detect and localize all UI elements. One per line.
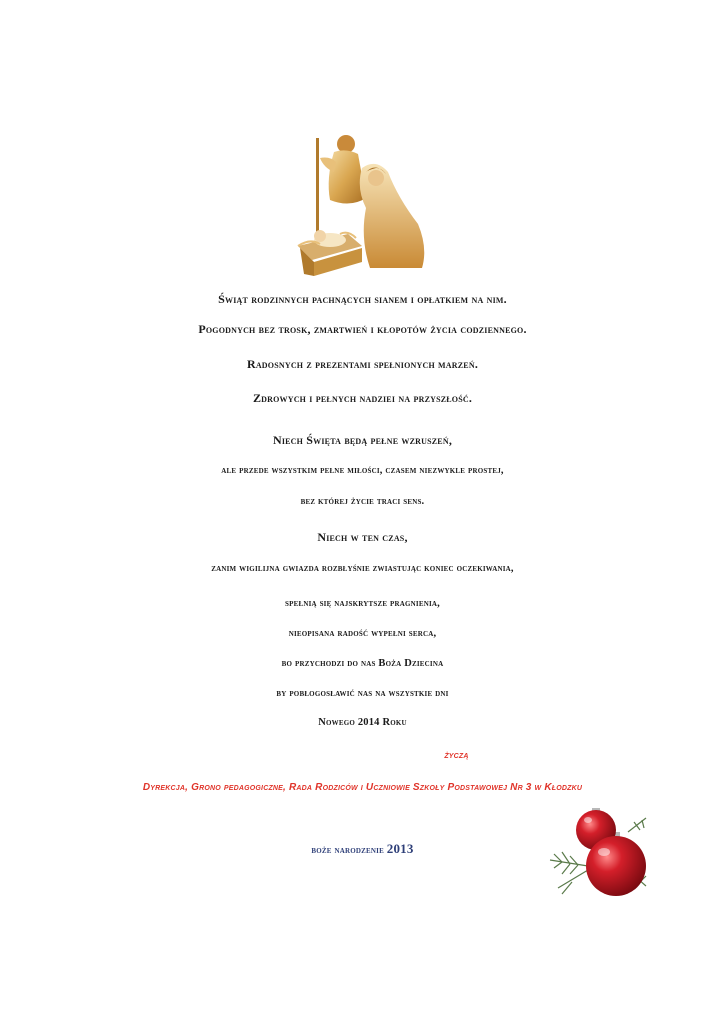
christmas-ornaments-icon [548,808,648,900]
footer-year: 2013 [386,841,414,856]
signature-verb: życzą [444,749,469,761]
wish-line-3: Radosnych z prezentami spełnionych marzeń. [246,357,479,371]
wish-line-4: Zdrowych i pełnych nadziei na przyszłość. [252,391,473,405]
wish-line-2: Pogodnych bez trosk, zmartwień i kłopotów życia codziennego. [198,322,527,336]
wish-line-7: bez której życie traci sens. [300,496,425,507]
signature-authors: Dyrekcja, Grono pedagogiczne, Rada Rodziców i Uczniowie Szkoły Podstawowej Nr 3 w Kłodzku [142,782,583,793]
wish-line-14: Nowego 2014 Roku [318,717,407,728]
wish-line-9: zanim wigilijna gwiazda rozbłyśnie zwiastując koniec oczekiwania, [211,563,514,574]
wish-line-11: nieopisana radość wypełni serca, [288,628,437,639]
wish-line-10: spełnią się najskrytsze pragnienia, [285,598,440,609]
wish-line-12: bo przychodzi do nas Boża Dziecina [281,658,444,669]
wish-line-1: Świąt rodzinnych pachnących sianem i opłatkiem na nim. [218,292,507,306]
wish-line-6: ale przede wszystkim pełne miłości, czasem niezwykle prostej, [221,465,504,476]
nativity-scene-icon [290,128,435,278]
footer-label: boże narodzenie [311,845,384,856]
wish-line-5: Niech Święta będą pełne wzruszeń, [272,433,453,447]
wish-line-13: by pobłogosławić nas na wszystkie dni [276,688,449,699]
wish-line-8: Niech w ten czas, [317,530,408,544]
